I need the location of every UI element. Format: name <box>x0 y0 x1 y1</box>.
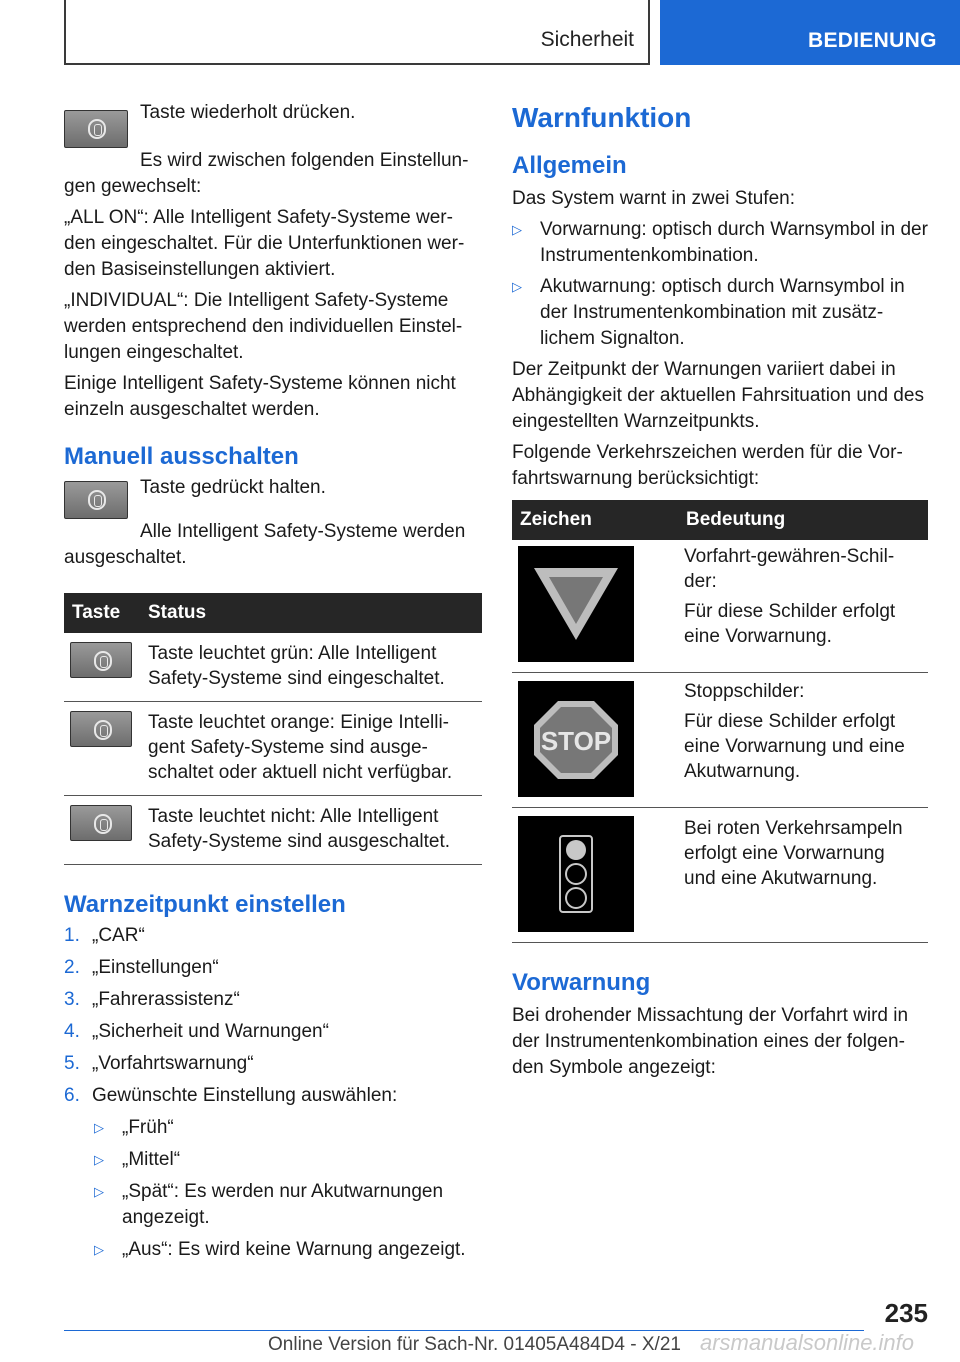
triangle-bullet-icon: ▷ <box>94 1242 104 1257</box>
heading-warning-time: Warnzeitpunkt einstellen <box>64 891 346 918</box>
page-number: 235 <box>884 1298 928 1328</box>
traffic-light-image <box>518 816 634 932</box>
safety-icon <box>88 490 106 510</box>
table-cell <box>64 796 140 865</box>
triangle-bullet-icon: ▷ <box>94 1152 104 1167</box>
step-number: 2. <box>64 957 80 978</box>
list-item <box>64 1051 482 1077</box>
bullet-text: Akutwarnung: optisch durch Warnsymbol in der Instrumentenkombination mit zusätz-lichem Signalton. <box>540 276 905 349</box>
table-cell <box>512 540 678 673</box>
list-item <box>512 274 928 352</box>
table-cell: Taste leuchtet nicht: Alle Intelligent Safety-Systeme sind ausgeschaltet. <box>140 796 482 865</box>
stop-sign-image <box>518 681 634 797</box>
watermark: arsmanualsonline.info <box>700 1330 915 1355</box>
option-item <box>64 1179 482 1231</box>
triangle-bullet-icon: ▷ <box>512 279 522 294</box>
triangle-bullet-icon: ▷ <box>94 1184 104 1199</box>
list-item <box>64 923 482 949</box>
table-header: Bedeutung <box>678 500 928 540</box>
table-cell <box>512 673 678 808</box>
step-number: 6. <box>64 1085 80 1106</box>
list-item <box>64 955 482 981</box>
step-number: 1. <box>64 925 80 946</box>
table-header: Status <box>140 593 482 633</box>
safety-icon <box>94 814 112 834</box>
step-text: „Fahrerassistenz“ <box>92 989 240 1010</box>
chapter-tab: BEDIENUNG <box>660 0 960 65</box>
paragraph: „INDIVIDUAL“: Die Intelligent Safety-Systeme werden entsprechend den individuellen Einstel-lungen eingeschaltet. <box>64 290 463 363</box>
option-item <box>64 1147 482 1173</box>
step-text: „Sicherheit und Warnungen“ <box>92 1021 329 1042</box>
list-item <box>512 217 928 269</box>
heading-manual-off: Manuell ausschalten <box>64 443 299 470</box>
paragraph: Folgende Verkehrszeichen werden für die Vor-fahrtswarnung berücksichtigt: <box>512 442 903 489</box>
table-header: Taste <box>64 593 140 633</box>
left-column <box>64 100 482 1269</box>
triangle-bullet-icon: ▷ <box>512 222 522 237</box>
list-item <box>64 1083 482 1109</box>
footer-text: Online Version für Sach-Nr. 01405A484D4 - X/21 <box>268 1334 681 1355</box>
table-row <box>512 540 928 673</box>
triangle-bullet-icon: ▷ <box>94 1120 104 1135</box>
status-table <box>64 593 482 865</box>
step-text: „Einstellungen“ <box>92 957 219 978</box>
safety-button-orange-image <box>70 711 132 747</box>
table-cell <box>678 673 928 808</box>
table-row <box>64 796 482 865</box>
right-column <box>512 100 928 1086</box>
safety-icon <box>88 119 106 139</box>
cell-text: Bei roten Verkehrsampeln erfolgt eine Vorwarnung und eine Akutwarnung. <box>684 818 903 889</box>
step-text: Gewünschte Einstellung auswählen: <box>92 1085 398 1106</box>
table-header: Zeichen <box>512 500 678 540</box>
table-cell <box>678 808 928 943</box>
cell-text: Vorfahrt-gewähren-Schil-der: <box>684 546 895 592</box>
list-item <box>64 1019 482 1045</box>
option-text: „Spät“: Es werden nur Akutwarnungen angezeigt. <box>122 1181 444 1228</box>
table-cell: Taste leuchtet grün: Alle Intelligent Safety-Systeme sind eingeschaltet. <box>140 633 482 702</box>
table-row <box>64 702 482 796</box>
list-item <box>64 987 482 1013</box>
cell-text: Stoppschilder: <box>684 681 805 702</box>
heading-pre-warning: Vorwarnung <box>512 969 651 996</box>
section-title: Sicherheit <box>540 28 634 51</box>
table-cell: Taste leuchtet orange: Einige Intelli-gent Safety-Systeme sind ausge-schaltet oder aktuell nicht verfügbar. <box>140 702 482 796</box>
table-cell <box>678 540 928 673</box>
paragraph: Alle Intelligent Safety-Systeme werden ausgeschaltet. <box>64 521 466 568</box>
paragraph: Taste wiederholt drücken. <box>140 102 356 123</box>
safety-icon <box>94 720 112 740</box>
table-row <box>512 808 928 943</box>
paragraph: Es wird zwischen folgenden Einstellun-gen gewechselt: <box>64 150 469 197</box>
table-row <box>512 673 928 808</box>
traffic-light-icon <box>518 816 634 932</box>
yield-sign-image <box>518 546 634 662</box>
option-item <box>64 1237 482 1263</box>
table-cell <box>64 633 140 702</box>
paragraph: Bei drohender Missachtung der Vorfahrt wird in der Instrumentenkombination eines der folgen-den Symbole angezeigt: <box>512 1005 909 1078</box>
option-text: „Aus“: Es wird keine Warnung angezeigt. <box>122 1239 466 1260</box>
paragraph: Taste gedrückt halten. <box>140 477 326 498</box>
paragraph: Das System warnt in zwei Stufen: <box>512 188 795 209</box>
step-text: „CAR“ <box>92 925 145 946</box>
manual-off-block <box>64 475 482 571</box>
paragraph: Der Zeitpunkt der Warnungen variiert dabei in Abhängigkeit der aktuellen Fahrsituation und des eingestellten Warnzeitpunkts. <box>512 359 924 432</box>
yield-sign-icon <box>518 546 634 662</box>
paragraph: „ALL ON“: Alle Intelligent Safety-Systeme wer-den eingeschaltet. Für die Unterfunktionen wer-den Basiseinstellungen aktiviert. <box>64 207 465 280</box>
step-number: 5. <box>64 1053 80 1074</box>
option-text: „Früh“ <box>122 1117 174 1138</box>
option-text: „Mittel“ <box>122 1149 181 1170</box>
safety-button-image <box>64 110 128 148</box>
signs-table <box>512 500 928 943</box>
header-box <box>64 0 650 65</box>
bullet-text: Vorwarnung: optisch durch Warnsymbol in der Instrumentenkombination. <box>540 219 928 266</box>
cell-text: Für diese Schilder erfolgt eine Vorwarnung und eine Akutwarnung. <box>684 711 905 782</box>
stop-text: STOP <box>540 726 612 756</box>
option-item <box>64 1115 482 1141</box>
safety-icon <box>94 651 112 671</box>
safety-button-off-image <box>70 805 132 841</box>
table-row <box>64 633 482 702</box>
step-number: 3. <box>64 989 80 1010</box>
repeat-press-block <box>64 100 482 200</box>
paragraph: Einige Intelligent Safety-Systeme können nicht einzeln ausgeschaltet werden. <box>64 373 456 420</box>
safety-button-image <box>64 481 128 519</box>
steps-list <box>64 923 482 1263</box>
safety-button-green-image <box>70 642 132 678</box>
heading-general: Allgemein <box>512 152 627 179</box>
stop-sign-icon <box>518 681 634 797</box>
cell-text: Für diese Schilder erfolgt eine Vorwarnung. <box>684 601 896 647</box>
table-cell <box>64 702 140 796</box>
step-text: „Vorfahrtswarnung“ <box>92 1053 254 1074</box>
table-cell <box>512 808 678 943</box>
step-number: 4. <box>64 1021 80 1042</box>
heading-warning-function: Warnfunktion <box>512 102 692 133</box>
